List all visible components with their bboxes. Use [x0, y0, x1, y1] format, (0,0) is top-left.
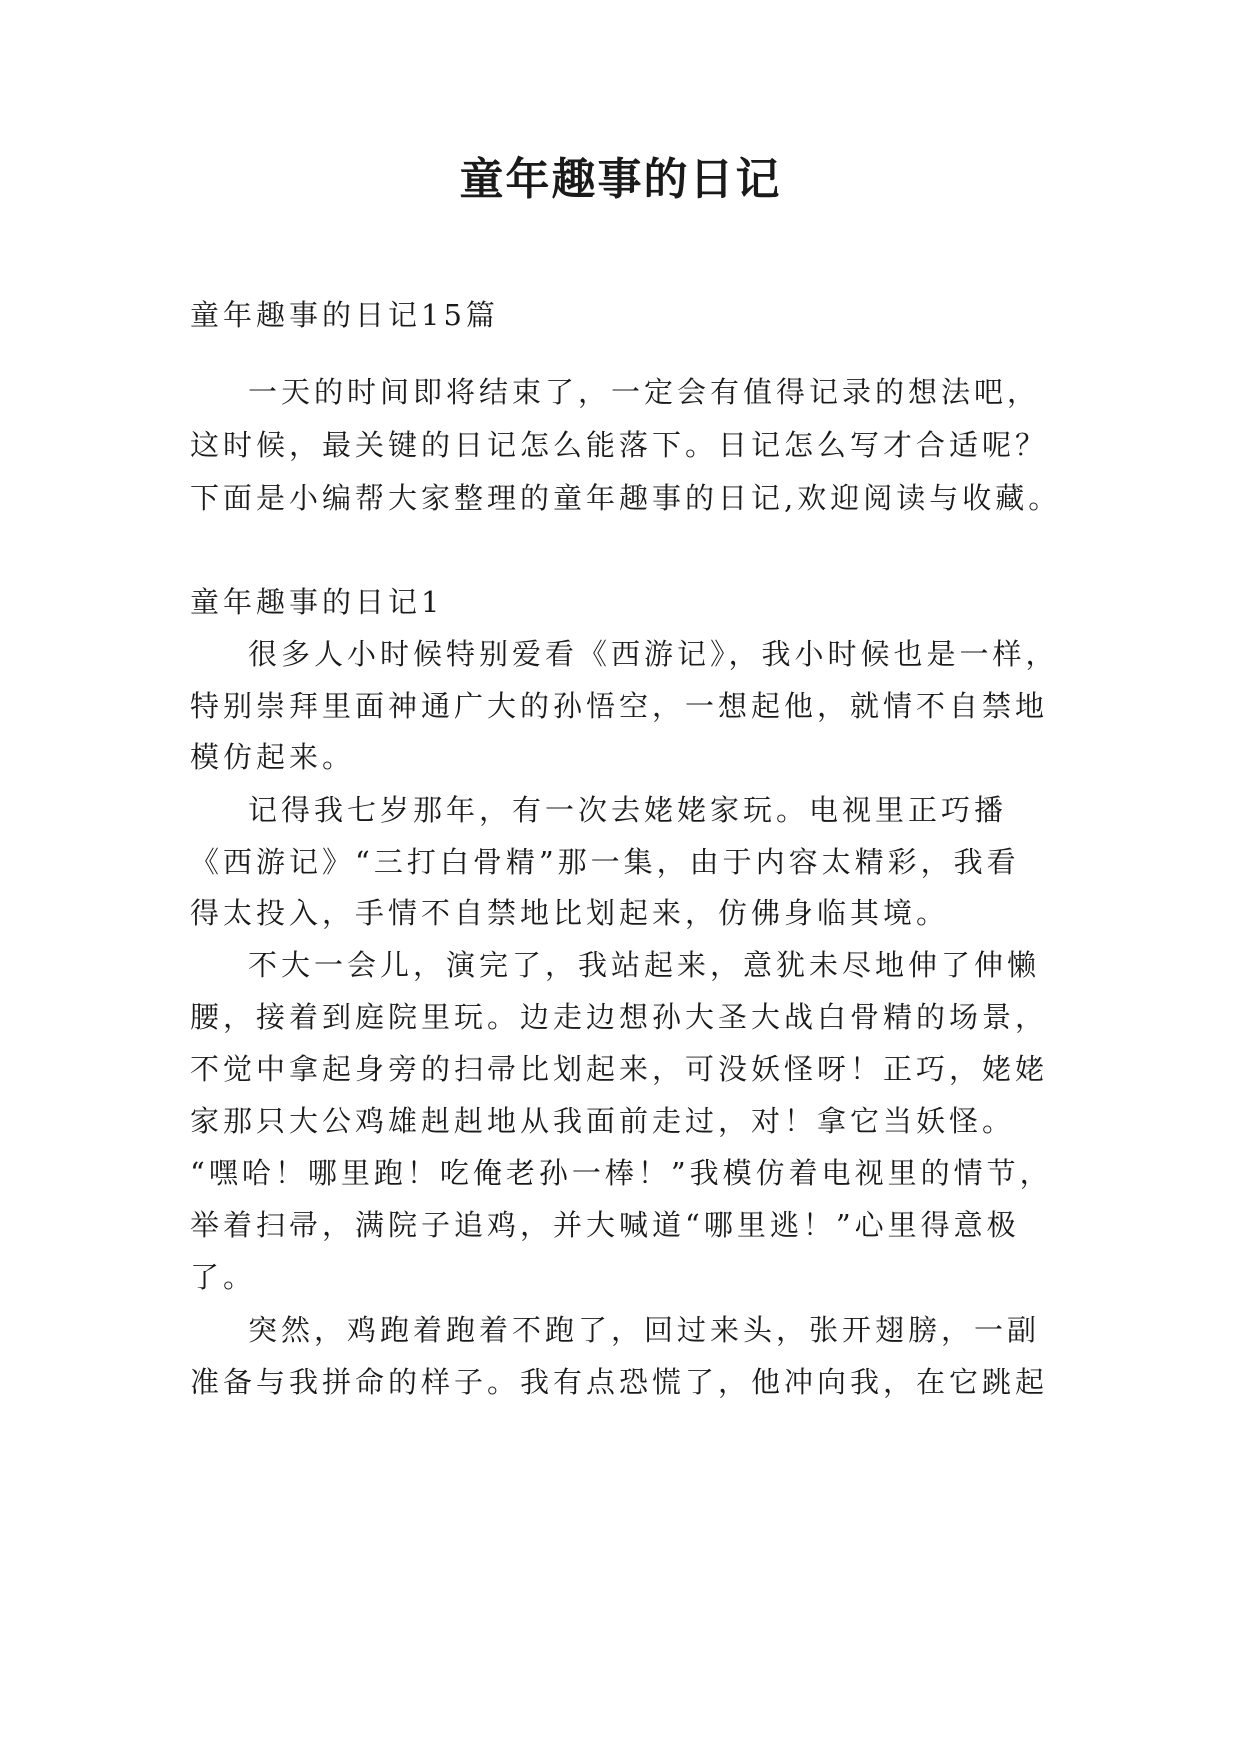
paragraph-line: 了。	[190, 1260, 257, 1294]
paragraph-line: 很多人小时候特别爱看《西游记》，我小时候也是一样，	[248, 637, 1059, 671]
paragraph-line: 模仿起来。	[190, 740, 356, 774]
intro-line: 一天的时间即将结束了，一定会有值得记录的想法吧，	[248, 375, 1041, 409]
paragraph-line: 特别崇拜里面神通广大的孙悟空，一想起他，就情不自禁地	[190, 689, 1049, 723]
intro-line: 这时候，最关键的日记怎么能落下。日记怎么写才合适呢？	[190, 428, 1049, 462]
paragraph-line: 突然，鸡跑着跑着不跑了，回过来头，张开翅膀，一副	[248, 1313, 1041, 1347]
paragraph-line: 家那只大公鸡雄赳赳地从我面前走过，对！拿它当妖怪。	[190, 1104, 1016, 1138]
paragraph-line: 不觉中拿起身旁的扫帚比划起来，可没妖怪呀！正巧，姥姥	[190, 1052, 1049, 1086]
document-title: 童年趣事的日记	[459, 154, 782, 205]
paragraph-line: 得太投入，手情不自禁地比划起来，仿佛身临其境。	[190, 896, 950, 930]
section-heading: 童年趣事的日记1	[190, 585, 444, 619]
paragraph-line: 《西游记》“三打白骨精”那一集，由于内容太精彩，我看	[190, 845, 1020, 879]
paragraph-line: 不大一会儿，演完了，我站起来，意犹未尽地伸了伸懒	[248, 948, 1041, 982]
paragraph-line: 腰，接着到庭院里玩。边走边想孙大圣大战白骨精的场景，	[190, 1000, 1049, 1034]
paragraph-line: 举着扫帚，满院子追鸡，并大喊道“哪里逃！”心里得意极	[190, 1208, 1020, 1242]
document-subtitle: 童年趣事的日记15篇	[190, 298, 499, 332]
paragraph-line: “嘿哈！哪里跑！吃俺老孙一棒！”我模仿着电视里的情节，	[190, 1156, 1053, 1190]
paragraph-line: 准备与我拼命的样子。我有点恐慌了，他冲向我，在它跳起	[190, 1365, 1049, 1399]
paragraph-line: 记得我七岁那年，有一次去姥姥家玩。电视里正巧播	[248, 793, 1008, 827]
intro-line: 下面是小编帮大家整理的童年趣事的日记,欢迎阅读与收藏。	[190, 481, 1062, 515]
